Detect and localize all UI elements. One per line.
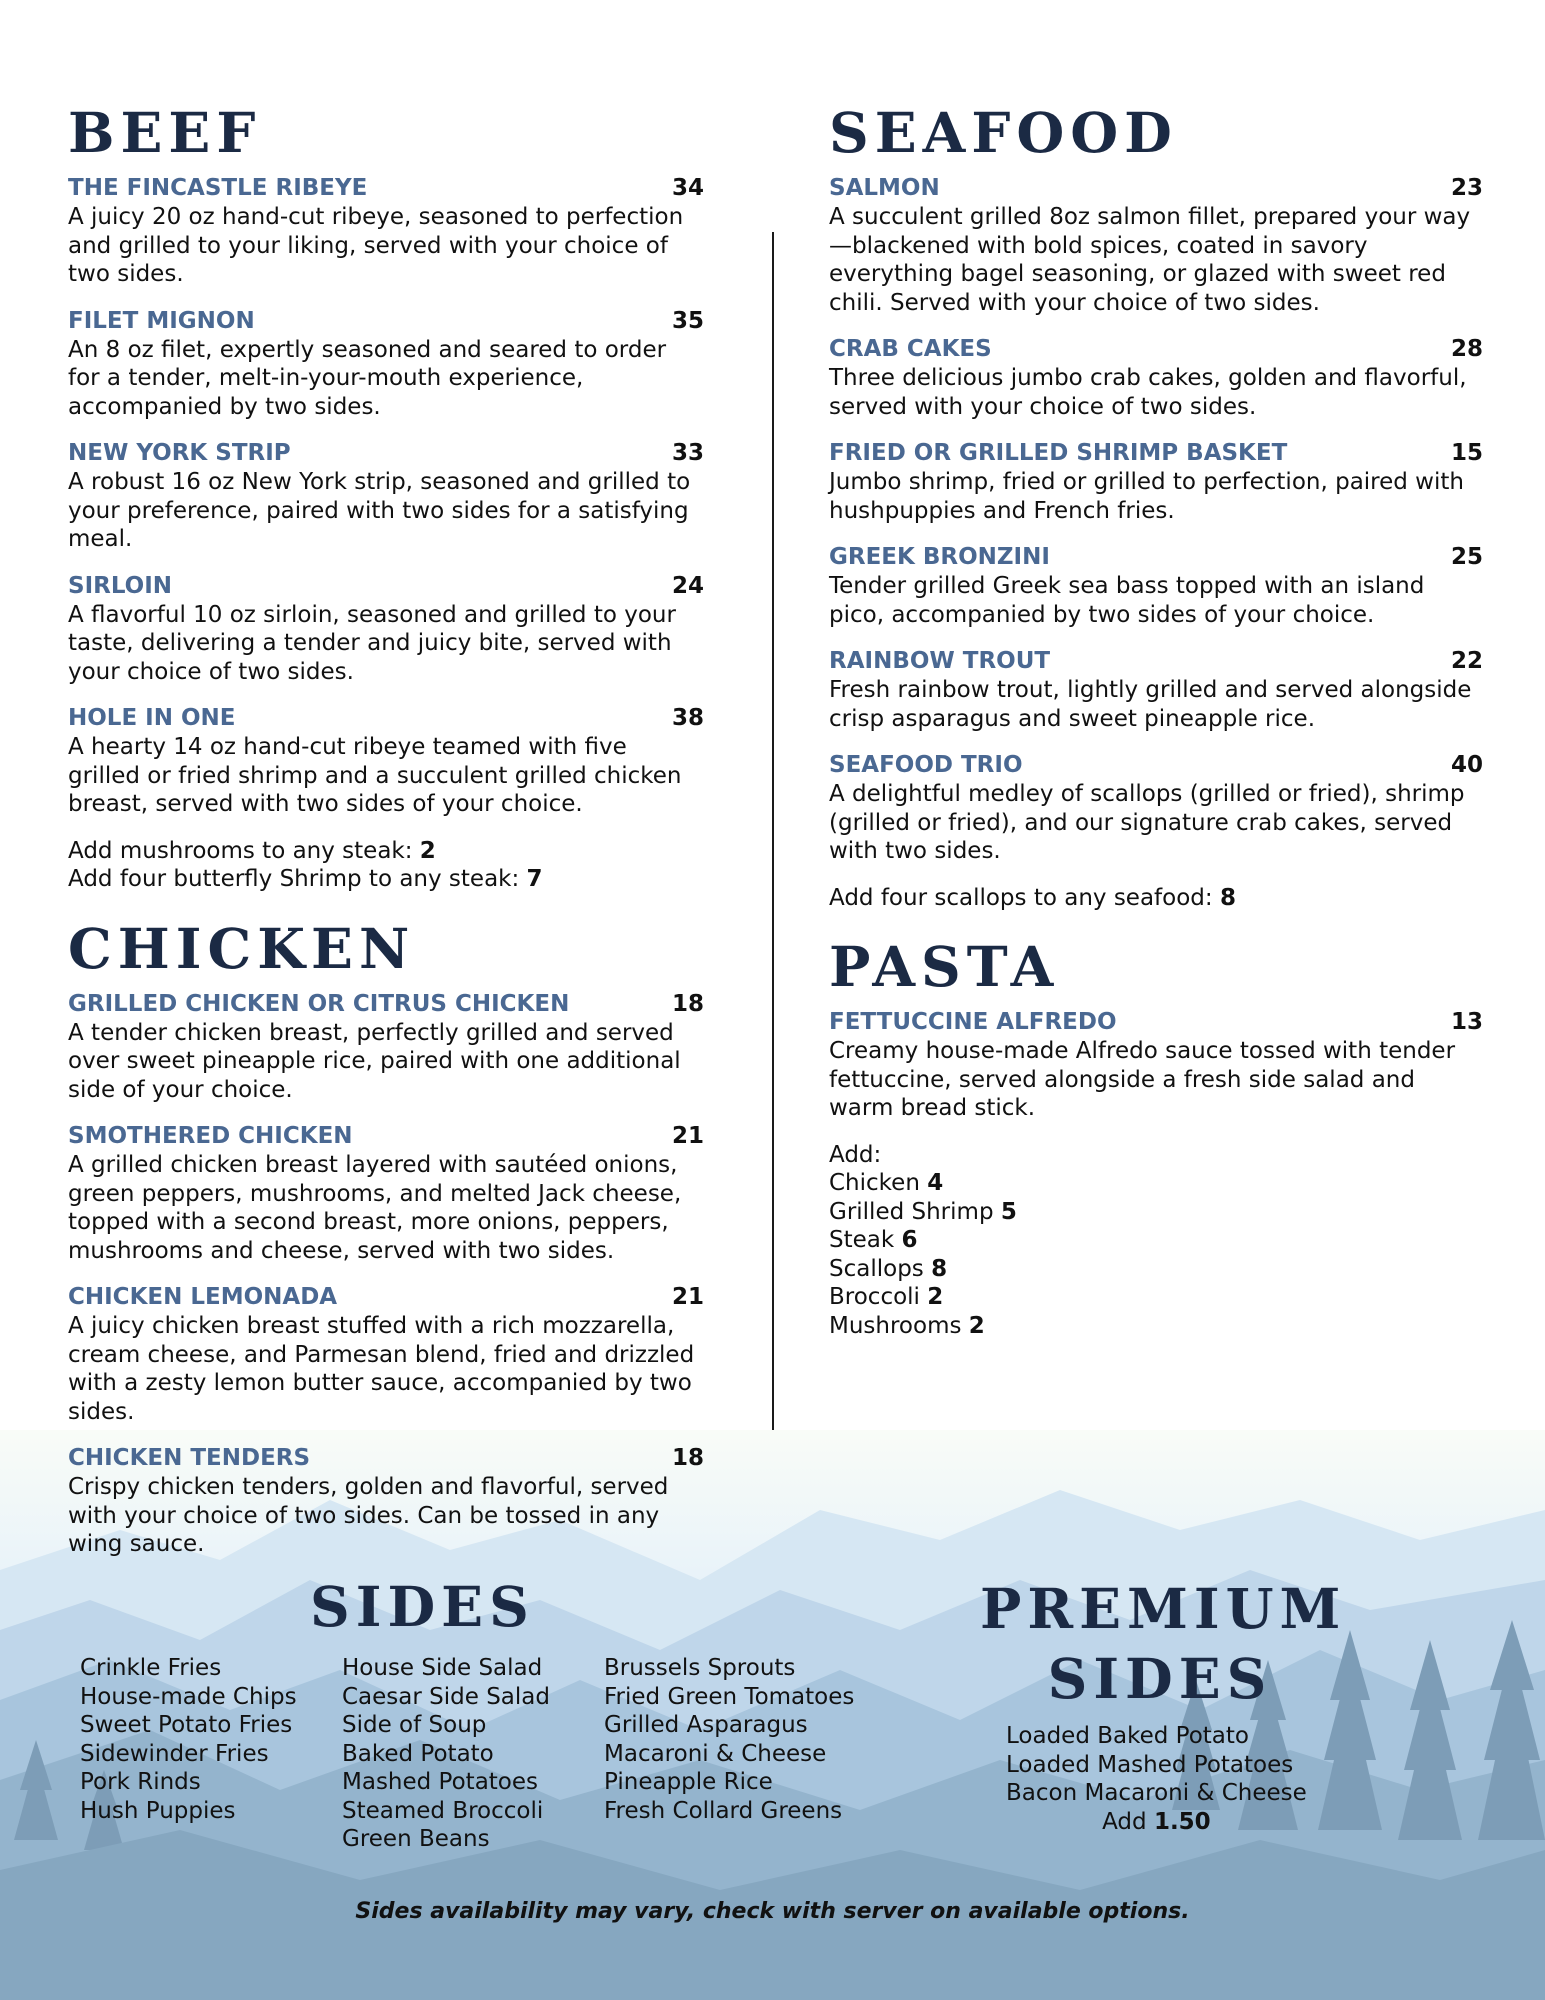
menu-item: [68, 704, 704, 819]
addon-price: 2: [968, 1312, 985, 1339]
item-description: A hearty 14 oz hand-cut ribeye teamed with five grilled or fried shrimp and a succulent grilled chicken breast, served with two sides of your choice.: [68, 734, 682, 817]
addon-line: [829, 884, 1483, 913]
item-description: A juicy 20 oz hand-cut ribeye, seasoned to perfection and grilled to your liking, served with your choice of two sides.: [68, 204, 684, 287]
premium-side-item: Loaded Mashed Potatoes: [1006, 1751, 1294, 1778]
premium-add-label: Add: [1102, 1808, 1147, 1835]
item-name: SIRLOIN: [68, 572, 173, 599]
side-item: Fried Green Tomatoes: [604, 1683, 855, 1710]
premium-sides-heading: [980, 1574, 1347, 1714]
sides-column-2: [342, 1654, 550, 1854]
right-column: [829, 100, 1483, 1340]
item-description: An 8 oz filet, expertly seasoned and seared to order for a tender, melt-in-your-mouth experience, accompanied by two sides.: [68, 336, 667, 420]
item-price: 21: [671, 1284, 704, 1310]
item-price: 22: [1450, 648, 1483, 674]
addon-price: 2: [419, 837, 436, 864]
side-item: Crinkle Fries: [80, 1655, 222, 1681]
item-price: 35: [671, 307, 704, 334]
menu-item: [68, 307, 704, 422]
item-description: Crispy chicken tenders, golden and flavorful, served with your choice of two sides. Can be tossed in any wing sauce.: [68, 1474, 669, 1557]
side-item: Green Beans: [342, 1826, 490, 1852]
item-price: 28: [1450, 336, 1483, 362]
addon-price: 8: [931, 1255, 948, 1282]
premium-side-item: Bacon Macaroni & Cheese: [1006, 1780, 1307, 1806]
item-description: A juicy chicken breast stuffed with a rich mozzarella, cream cheese, and Parmesan blend, fried and drizzled with a zesty lemon butter sauce, accompanied by two sides.: [68, 1313, 695, 1425]
addon-label: Add four scallops to any seafood:: [829, 884, 1213, 911]
menu-item: [68, 1283, 704, 1426]
sides-heading: SIDES: [310, 1574, 535, 1639]
item-description: Tender grilled Greek sea bass topped with an island pico, accompanied by two sides of your choice.: [829, 573, 1425, 628]
item-name: THE FINCASTLE RIBEYE: [68, 175, 368, 201]
item-name: SALMON: [829, 175, 940, 201]
premium-title-line-1: PREMIUM: [980, 1576, 1347, 1641]
beef-heading: BEEF: [68, 100, 262, 165]
item-name: CHICKEN TENDERS: [68, 1445, 311, 1471]
side-item: Pineapple Rice: [604, 1769, 773, 1795]
pasta-heading: PASTA: [829, 934, 1060, 999]
side-item: Caesar Side Salad: [342, 1683, 550, 1710]
item-name: HOLE IN ONE: [68, 705, 236, 731]
addon-label: Chicken: [829, 1170, 920, 1196]
menu-item: [68, 174, 704, 289]
item-description: Jumbo shrimp, fried or grilled to perfection, paired with hushpuppies and French fries.: [829, 469, 1464, 524]
item-description: Creamy house-made Alfredo sauce tossed with tender fettuccine, served alongside a fresh side salad and warm bread stick.: [829, 1038, 1456, 1121]
sides-column-3: [604, 1654, 854, 1825]
menu-item: [68, 439, 704, 554]
menu-item: [829, 647, 1483, 733]
chicken-items: [68, 990, 704, 1559]
seafood-addons: [829, 884, 1483, 913]
side-item: Fresh Collard Greens: [604, 1797, 843, 1824]
side-item: House Side Salad: [342, 1655, 543, 1681]
addon-line: [829, 1169, 1483, 1198]
addon-label: Add mushrooms to any steak:: [68, 837, 413, 864]
item-price: 34: [671, 175, 704, 201]
menu-item: [68, 1444, 704, 1559]
side-item: Grilled Asparagus: [604, 1712, 808, 1738]
addon-line: [829, 1255, 1483, 1284]
menu-item: [68, 1122, 704, 1265]
beef-addons: [68, 837, 704, 894]
side-item: Sweet Potato Fries: [80, 1712, 293, 1738]
beef-items: [68, 174, 704, 819]
menu-item: [829, 1008, 1483, 1123]
addon-label: Steak: [829, 1227, 895, 1253]
item-price: 23: [1450, 175, 1483, 201]
addon-label: Add four butterfly Shrimp to any steak:: [68, 866, 520, 892]
side-item: Brussels Sprouts: [604, 1655, 796, 1681]
item-name: NEW YORK STRIP: [68, 440, 291, 466]
item-description: Three delicious jumbo crab cakes, golden and flavorful, served with your choice of two sides.: [829, 365, 1467, 420]
addon-price: 7: [526, 866, 543, 892]
item-name: RAINBOW TROUT: [829, 648, 1051, 674]
addon-line: [829, 1312, 1483, 1341]
item-name: SMOTHERED CHICKEN: [68, 1123, 353, 1149]
item-price: 38: [671, 705, 704, 731]
addon-line: [68, 837, 704, 866]
side-item: Baked Potato: [342, 1740, 494, 1767]
item-description: A delightful medley of scallops (grilled or fried), shrimp (grilled or fried), and our signature crab cakes, served with two sides.: [829, 781, 1465, 864]
menu-item: [829, 439, 1483, 525]
seafood-heading: SEAFOOD: [829, 100, 1178, 165]
item-price: 13: [1450, 1009, 1483, 1035]
item-name: CHICKEN LEMONADA: [68, 1284, 338, 1310]
addon-line: [829, 1198, 1483, 1227]
item-price: 40: [1450, 752, 1483, 778]
menu-item: [829, 174, 1483, 317]
item-price: 25: [1450, 544, 1483, 570]
addon-price: 2: [927, 1284, 944, 1310]
premium-sides-list: [1006, 1722, 1307, 1836]
premium-add-amount: 1.50: [1153, 1808, 1211, 1835]
addon-label: Mushrooms: [829, 1312, 962, 1339]
addon-price: 8: [1219, 884, 1236, 911]
item-price: 18: [671, 990, 704, 1017]
addon-label: Broccoli: [829, 1284, 920, 1310]
side-item: Steamed Broccoli: [342, 1797, 544, 1824]
addon-price: 4: [927, 1170, 944, 1196]
addon-line: [829, 1226, 1483, 1255]
left-column: [68, 100, 704, 1577]
item-price: 21: [671, 1123, 704, 1149]
side-item: Side of Soup: [342, 1712, 487, 1738]
item-description: A succulent grilled 8oz salmon fillet, prepared your way—blackened with bold spices, coated in savory everything bagel seasoning, or glazed with sweet red chili. Served with your choice of two sides.: [829, 204, 1471, 316]
side-item: Macaroni & Cheese: [604, 1740, 827, 1767]
addon-line: [68, 865, 704, 894]
side-item: Pork Rinds: [80, 1769, 201, 1795]
side-item: House-made Chips: [80, 1683, 297, 1710]
addon-price: 6: [901, 1227, 918, 1253]
item-price: 24: [671, 572, 704, 599]
chicken-heading: CHICKEN: [68, 915, 416, 981]
menu-item: [829, 543, 1483, 629]
addon-label: Grilled Shrimp: [829, 1198, 994, 1225]
menu-item: [829, 335, 1483, 421]
item-description: A tender chicken breast, perfectly grilled and served over sweet pineapple rice, paired with one additional side of your choice.: [68, 1019, 681, 1103]
premium-title-line-2: SIDES: [1047, 1646, 1273, 1711]
side-item: Sidewinder Fries: [80, 1740, 269, 1767]
premium-side-item: Loaded Baked Potato: [1006, 1723, 1249, 1749]
addon-label: Scallops: [829, 1255, 924, 1282]
item-name: FILET MIGNON: [68, 307, 255, 334]
sides-availability-note: Sides availability may vary, check with server on available options.: [355, 1899, 1190, 1924]
side-item: Mashed Potatoes: [342, 1769, 539, 1795]
item-name: SEAFOOD TRIO: [829, 752, 1023, 778]
seafood-items: [829, 174, 1483, 866]
item-description: A flavorful 10 oz sirloin, seasoned and grilled to your taste, delivering a tender and juicy bite, served with your choice of two sides.: [68, 601, 676, 685]
addon-line: [829, 1283, 1483, 1312]
item-price: 33: [671, 440, 704, 466]
item-description: A grilled chicken breast layered with sautéed onions, green peppers, mushrooms, and melted Jack cheese, topped with a second breast, more onions, peppers, mushrooms and cheese, served with two sides.: [68, 1152, 682, 1264]
item-description: A robust 16 oz New York strip, seasoned and grilled to your preference, paired with two sides for a satisfying meal.: [68, 469, 691, 552]
item-price: 18: [671, 1445, 704, 1471]
side-item: Hush Puppies: [80, 1797, 236, 1824]
item-name: CRAB CAKES: [829, 336, 992, 362]
pasta-addons: [829, 1141, 1483, 1341]
menu-item: [68, 572, 704, 687]
sides-column-1: [80, 1654, 297, 1825]
addon-price: 5: [1000, 1198, 1017, 1225]
menu-item: [829, 751, 1483, 866]
column-divider: [772, 232, 774, 1430]
menu-item: [68, 990, 704, 1105]
item-name: FETTUCCINE ALFREDO: [829, 1009, 1117, 1035]
item-name: FRIED OR GRILLED SHRIMP BASKET: [829, 440, 1288, 466]
addon-header: Add:: [829, 1141, 882, 1168]
item-name: GRILLED CHICKEN OR CITRUS CHICKEN: [68, 990, 570, 1017]
item-name: GREEK BRONZINI: [829, 544, 1050, 570]
item-price: 15: [1450, 440, 1483, 466]
premium-add-price: [1006, 1808, 1307, 1837]
item-description: Fresh rainbow trout, lightly grilled and served alongside crisp asparagus and sweet pineapple rice.: [829, 677, 1472, 732]
